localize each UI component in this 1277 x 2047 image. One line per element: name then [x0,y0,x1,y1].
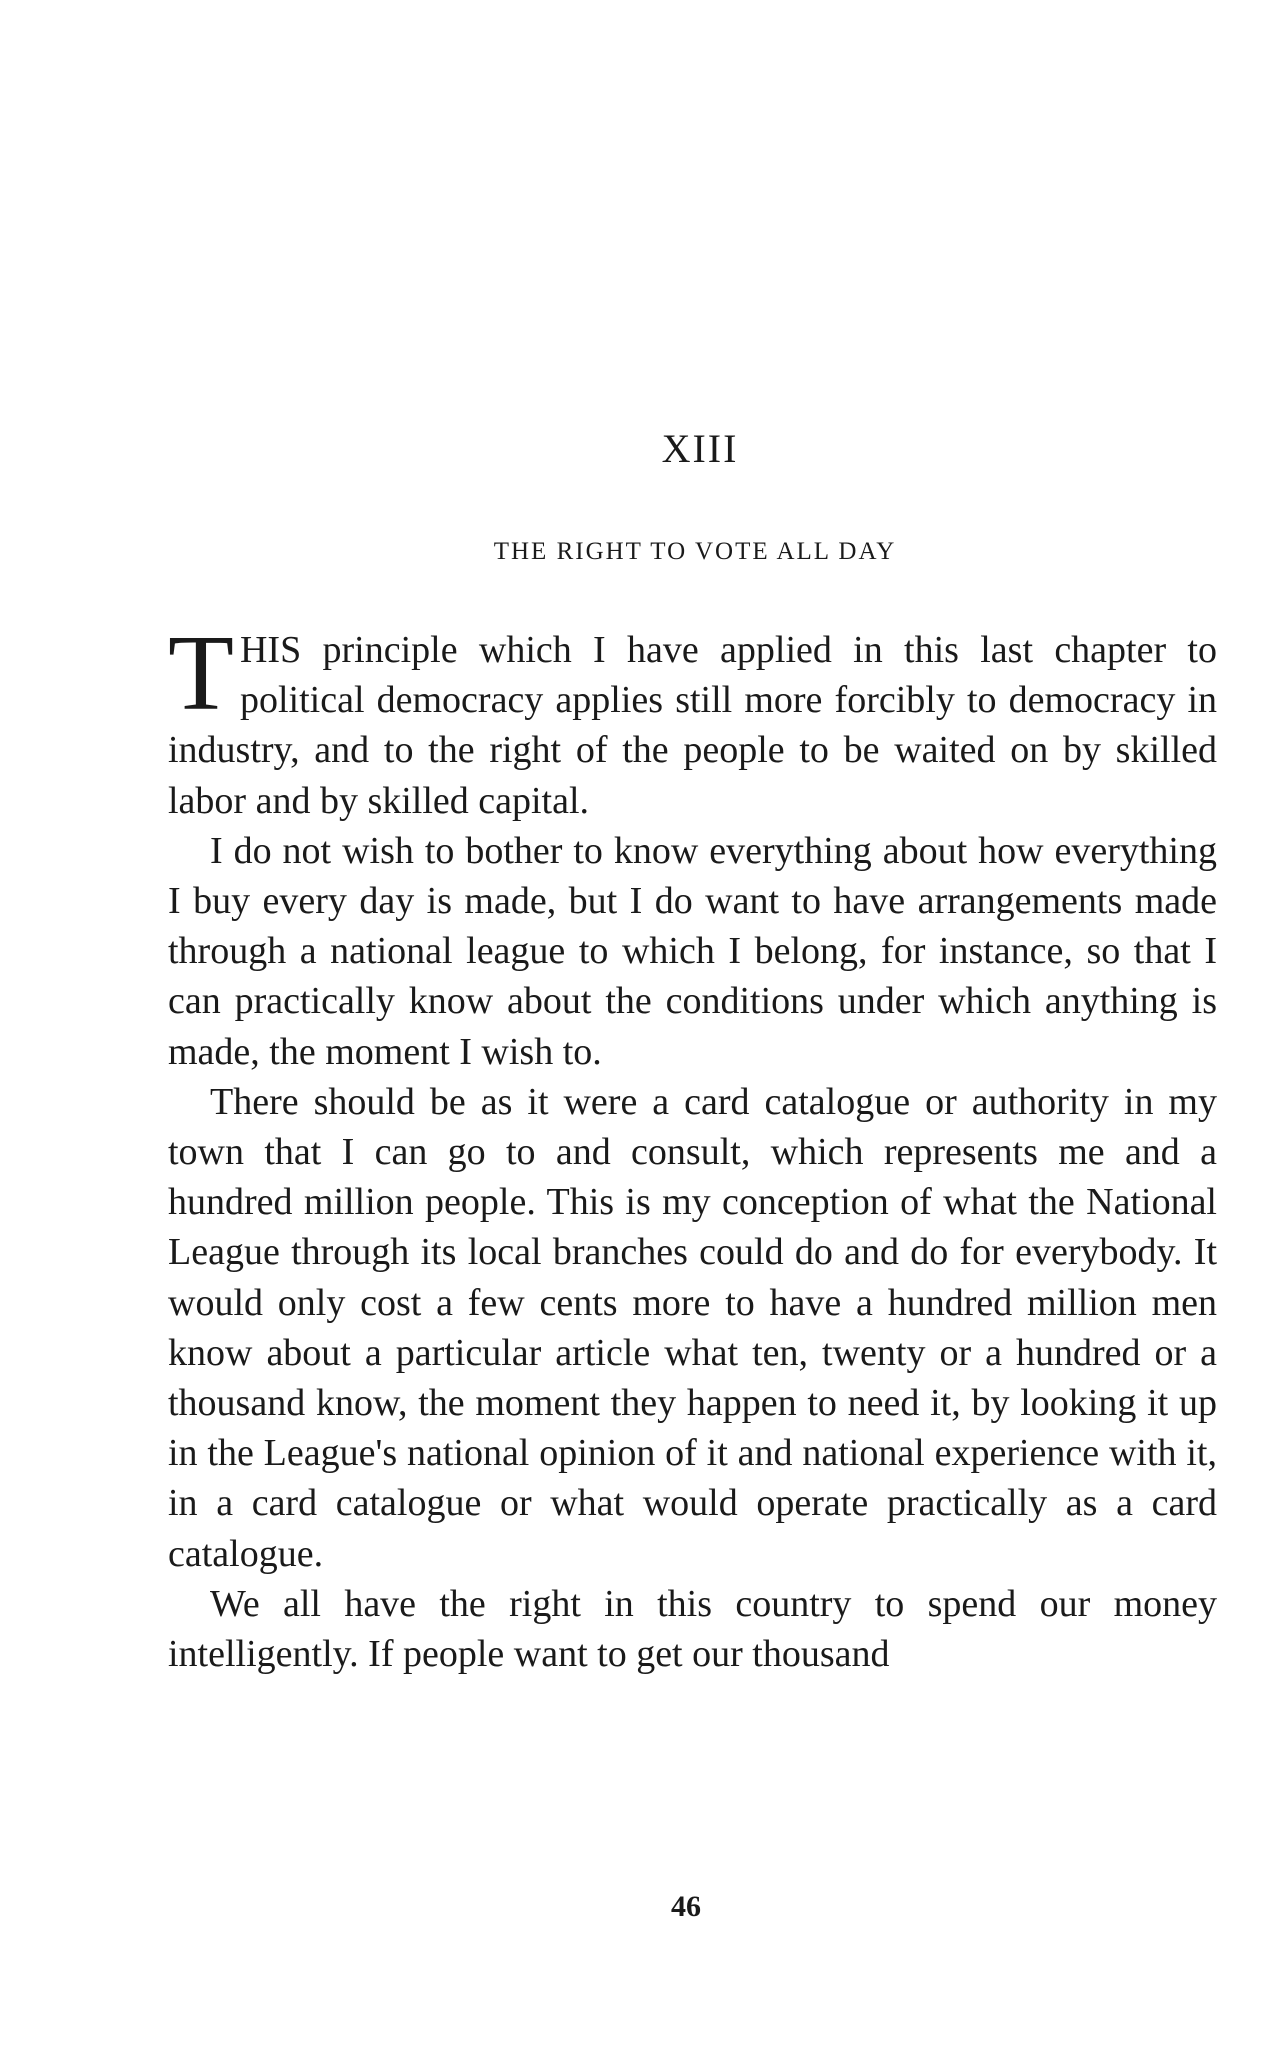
paragraph-2: I do not wish to bother to know everything about how everything I buy every day is made, but I do want to have arrangements made through a national league to which I belong, for instance, so that I can practically know about the conditions under which anything is made, the moment I wish to. [168,829,1217,1073]
chapter-body [168,614,1217,1679]
chapter-title: THE RIGHT TO VOTE ALL DAY [493,538,897,565]
paragraph-4: We all have the right in this country to spend our money intelligently. If people want to get our thousand [168,1582,1217,1676]
chapter-number: XIII [661,426,739,471]
drop-cap: T [168,614,234,733]
paragraph-1-text: HIS principle which I have applied in this last chapter to political democracy applies still more forcibly to democracy in industry, and to the right of the people to be waited on by skilled labor and by skilled capital. [168,629,1217,822]
page-number: 46 [671,1890,701,1923]
paragraph-3: There should be as it were a card catalogue or authority in my town that I can go to and consult, which represents me and a hundred million people. This is my conception of what the National League through its local branches could do and do for everybody. It would only cost a few cents more to have a hundred million men know about a particular article what ten, twenty or a hundred or a thousand know, the moment they happen to need it, by looking it up in the League's national opinion of it and national experience with it, in a card catalogue or what would operate practically as a card catalogue. [168,1080,1217,1575]
paragraph-1 [168,614,1217,826]
